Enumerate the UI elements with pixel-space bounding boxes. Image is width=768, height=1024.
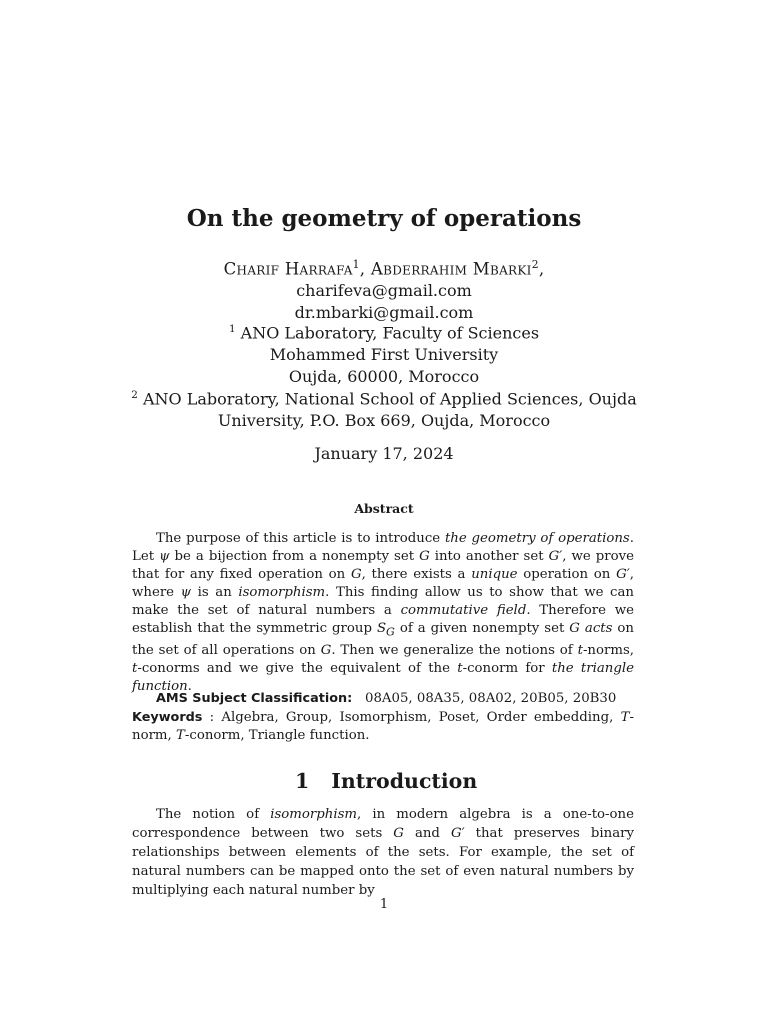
ams-classification [132,690,634,708]
keywords-label: Keywords [132,710,203,725]
author-separator: , [538,259,545,279]
affiliation-text: ANO Laboratory, Faculty of Sciences [240,323,540,343]
ams-label: AMS Subject Classification: [156,691,353,706]
author-list [0,258,768,279]
abstract-heading: Abstract [354,501,414,516]
affiliation-mark: 2 [531,258,539,271]
affiliation-1-line [0,323,768,342]
affiliation-1-line: Oujda, 60000, Morocco [288,367,480,386]
email-1[interactable]: charifeva@gmail.com [296,281,472,300]
affiliation-2-line [0,389,768,408]
paper-title: On the geometry of operations [186,205,582,232]
author-name: Abderrahim Mbarki [370,259,532,279]
affiliation-mark: 1 [352,258,360,271]
email-2[interactable]: dr.mbarki@gmail.com [294,303,474,322]
affiliation-1-line: Mohammed First University [269,345,499,364]
affiliation-text: ANO Laboratory, National School of Applied Sciences, Oujda [142,389,637,409]
page-number: 1 [379,897,389,912]
section-title: Introduction [331,769,478,793]
paper-date: January 17, 2024 [314,444,454,463]
keywords: Keywords : Algebra, Group, Isomorphism, Poset, Order embedding, T-norm, T-conorm, Triangle function. [132,710,634,743]
affiliation-mark: 1 [228,323,236,335]
affiliation-2-line: University, P.O. Box 669, Oujda, Morocco [217,411,551,430]
author-name: Charif Harrafa [223,259,353,279]
abstract-body: The purpose of this article is to introduce the geometry of operations. Let ψ be a bijection from a nonempty set G into another set G′, we prove that for any fixed operation on G, there exists a unique operation on G′, where ψ is an isomorphism. This finding allow us to show that we can make the set of natural numbers a commutative field. Therefore we establish that the symmetric group $S_G$ of a given nonempty set G acts on the set of all operations on G. Then we generalize the notions of t-norms, t-conorms and we give the equivalent of the t-conorm for the triangle function. [132,531,635,694]
affiliation-mark: 2 [131,389,138,401]
author-separator: , [359,259,371,279]
introduction-paragraph: The notion of isomorphism, in modern algebra is a one-to-one correspondence between two sets G and G′ that preserves binary relationships between elements of the sets. For example, the set of natural numbers can be mapped onto the set of even natural numbers by multiplying each natural number by [132,807,634,898]
section-heading [295,769,477,793]
ams-codes: 08A05, 08A35, 08A02, 20B05, 20B30 [364,691,617,706]
section-number: 1 [295,769,310,793]
